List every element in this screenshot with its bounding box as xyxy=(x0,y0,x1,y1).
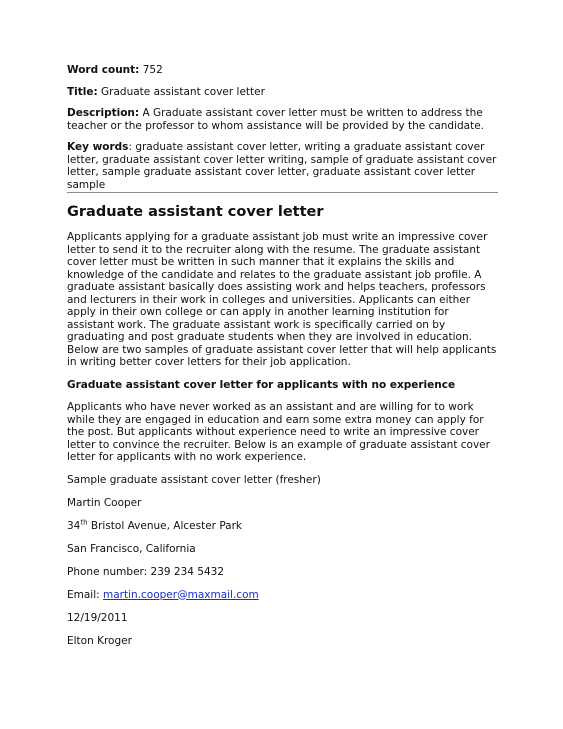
email-link[interactable]: martin.cooper@maxmail.com xyxy=(103,588,259,601)
sender-phone: Phone number: 239 234 5432 xyxy=(67,565,225,578)
keywords-label: Key words xyxy=(67,141,129,153)
recipient-name: Elton Kroger xyxy=(67,634,132,647)
page-title: Graduate assistant cover letter xyxy=(67,204,324,220)
keywords-line xyxy=(67,141,497,191)
description-line xyxy=(67,107,497,132)
sender-city: San Francisco, California xyxy=(67,542,196,555)
section-paragraph: Applicants who have never worked as an assistant and are willing for to work while they are engaged in education and earn some extra money can apply for the post. But applicants without experience need to write an impressive cover letter to convince the recruiter. Below is an example of graduate assistant cover letter for applicants with no work experience. xyxy=(67,401,490,463)
address-number: 34 xyxy=(67,519,81,532)
description-label: Description: xyxy=(67,107,140,119)
description-value: A Graduate assistant cover letter must be written to address the teacher or the professor to whom assistance will be provided by the candidate. xyxy=(67,107,485,132)
word-count-line xyxy=(67,64,497,77)
title-value: Graduate assistant cover letter xyxy=(97,85,265,98)
email-label: Email: xyxy=(67,588,104,601)
sample-label: Sample graduate assistant cover letter (fresher) xyxy=(67,473,321,486)
word-count-label: Word count: xyxy=(67,64,140,76)
section-heading: Graduate assistant cover letter for applicants with no experience xyxy=(67,378,456,391)
letter-date: 12/19/2011 xyxy=(67,611,128,624)
intro-paragraph: Applicants applying for a graduate assistant job must write an impressive cover letter to send it to the recruiter along with the resume. The graduate assistant cover letter must be written in such manner that it explains the skills and knowledge of the candidate and relates to the graduate assistant job profile. A graduate assistant basically does assisting work and helps teachers, professors and lecturers in their work in colleges and universities. Applicants can either apply in their own college or can apply in another learning institution for assistant work. The graduate assistant work is specifically carried on by graduating and post graduate students when they are involved in education. Below are two samples of graduate assistant cover letter that will help applicants in writing better cover letters for their job application. xyxy=(67,231,497,368)
word-count-value: 752 xyxy=(139,64,163,76)
sender-name: Martin Cooper xyxy=(67,496,142,509)
title-label: Title: xyxy=(67,85,98,98)
address-suffix: th xyxy=(80,518,88,526)
address-street: Bristol Avenue, Alcester Park xyxy=(87,519,243,532)
divider xyxy=(67,192,498,193)
title-line xyxy=(67,86,497,99)
document-content xyxy=(67,64,497,658)
keywords-value: : graduate assistant cover letter, writing a graduate assistant cover letter, graduate assistant cover letter writing, sample of graduate assistant cover letter, sample graduate assistant cover letter, graduate assistant cover letter sample xyxy=(67,141,497,191)
sender-email-line xyxy=(67,589,497,602)
sender-address xyxy=(67,520,497,533)
